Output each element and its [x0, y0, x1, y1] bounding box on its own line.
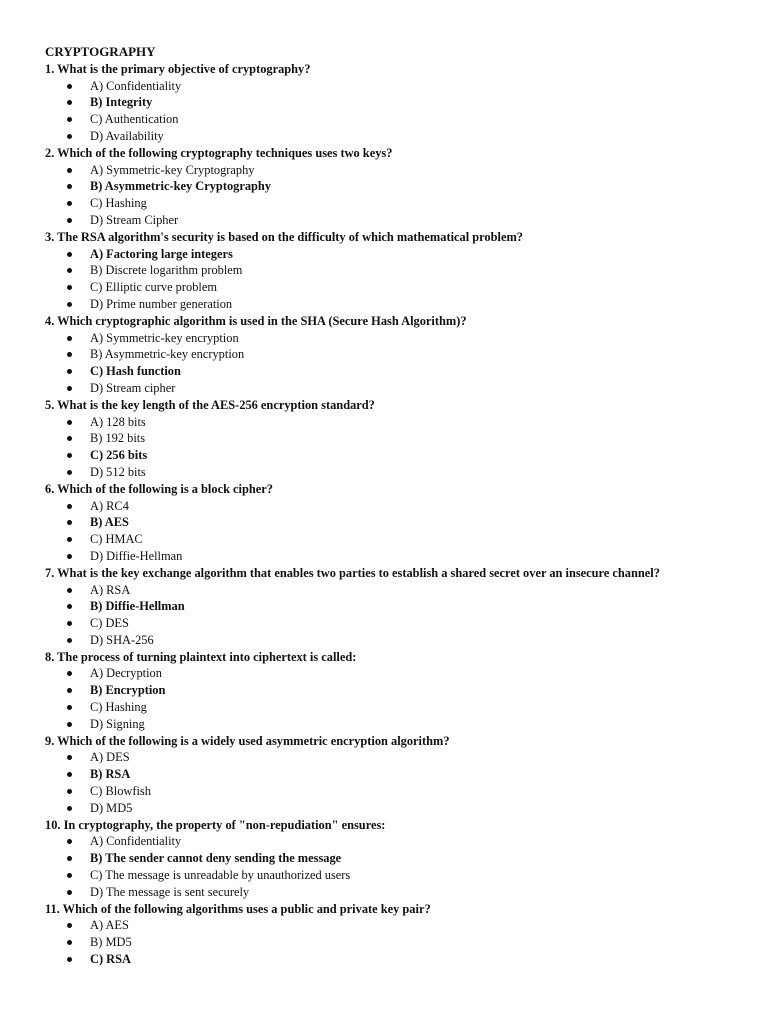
bullet-icon — [67, 520, 72, 525]
option-text: D) The message is sent securely — [90, 884, 250, 899]
bullet-icon — [67, 386, 72, 391]
question-text: 9. Which of the following is a widely used asymmetric encryption algorithm? — [45, 733, 450, 748]
option-text: B) The sender cannot deny sending the message — [90, 851, 342, 866]
option-item — [45, 346, 745, 363]
option-text: C) DES — [90, 616, 129, 631]
option-item — [45, 111, 745, 128]
option-item — [45, 716, 745, 733]
bullet-icon — [67, 923, 72, 928]
option-text: A) RC4 — [90, 498, 129, 513]
bullet-icon — [67, 856, 72, 861]
option-list — [45, 246, 745, 313]
bullet-icon — [67, 84, 72, 89]
question-block — [45, 313, 745, 397]
option-item — [45, 783, 745, 800]
bullet-icon — [67, 285, 72, 290]
option-list — [45, 749, 745, 816]
option-item — [45, 430, 745, 447]
bullet-icon — [67, 890, 72, 895]
option-text: C) 256 bits — [90, 448, 148, 463]
bullet-icon — [67, 621, 72, 626]
option-list — [45, 582, 745, 649]
option-item-correct — [45, 514, 745, 531]
document-body — [45, 44, 745, 968]
question-block — [45, 565, 745, 649]
option-item — [45, 800, 745, 817]
option-item — [45, 414, 745, 431]
bullet-icon — [67, 873, 72, 878]
bullet-icon — [67, 117, 72, 122]
option-text: A) DES — [90, 750, 130, 765]
bullet-icon — [67, 688, 72, 693]
option-item — [45, 615, 745, 632]
option-item — [45, 498, 745, 515]
question-text: 1. What is the primary objective of cryptography? — [45, 61, 311, 76]
bullet-icon — [67, 436, 72, 441]
option-item-correct — [45, 178, 745, 195]
option-text: A) Decryption — [90, 666, 162, 681]
bullet-icon — [67, 252, 72, 257]
bullet-icon — [67, 722, 72, 727]
bullet-icon — [67, 336, 72, 341]
option-text: A) RSA — [90, 582, 131, 597]
option-item — [45, 867, 745, 884]
question-text: 10. In cryptography, the property of "non-repudiation" ensures: — [45, 817, 386, 832]
option-text: C) Hashing — [90, 196, 147, 211]
document-title: CRYPTOGRAPHY — [45, 44, 156, 59]
option-item — [45, 582, 745, 599]
option-text: D) Signing — [90, 716, 145, 731]
option-text: A) AES — [90, 918, 129, 933]
bullet-icon — [67, 369, 72, 374]
option-text: A) Confidentiality — [90, 78, 182, 93]
question-text: 2. Which of the following cryptography techniques uses two keys? — [45, 145, 393, 160]
option-text: D) Stream cipher — [90, 380, 176, 395]
option-item-correct — [45, 246, 745, 263]
option-list — [45, 833, 745, 900]
option-item-correct — [45, 447, 745, 464]
option-item — [45, 195, 745, 212]
option-text: C) Blowfish — [90, 784, 151, 799]
option-text: B) Discrete logarithm problem — [90, 263, 243, 278]
question-text: 6. Which of the following is a block cipher? — [45, 481, 273, 496]
option-item — [45, 464, 745, 481]
option-text: D) SHA-256 — [90, 632, 154, 647]
option-text: D) MD5 — [90, 800, 133, 815]
bullet-icon — [67, 352, 72, 357]
question-text: 3. The RSA algorithm's security is based on the difficulty of which mathematical problem? — [45, 229, 523, 244]
option-text: B) Diffie-Hellman — [90, 599, 185, 614]
option-item — [45, 917, 745, 934]
option-item — [45, 330, 745, 347]
question-block — [45, 733, 745, 817]
bullet-icon — [67, 453, 72, 458]
option-item-correct — [45, 766, 745, 783]
option-item — [45, 699, 745, 716]
question-block — [45, 901, 745, 968]
bullet-icon — [67, 604, 72, 609]
option-item — [45, 749, 745, 766]
option-text: C) HMAC — [90, 532, 143, 547]
option-text: C) The message is unreadable by unauthorized users — [90, 868, 351, 883]
question-text: 4. Which cryptographic algorithm is used in the SHA (Secure Hash Algorithm)? — [45, 313, 467, 328]
option-text: D) Availability — [90, 128, 164, 143]
bullet-icon — [67, 772, 72, 777]
bullet-icon — [67, 168, 72, 173]
option-text: B) Asymmetric-key encryption — [90, 347, 245, 362]
question-text: 8. The process of turning plaintext into ciphertext is called: — [45, 649, 357, 664]
option-item — [45, 531, 745, 548]
option-text: A) 128 bits — [90, 414, 146, 429]
option-item-correct — [45, 363, 745, 380]
option-text: B) Asymmetric-key Cryptography — [90, 179, 272, 194]
question-block — [45, 145, 745, 229]
option-item-correct — [45, 94, 745, 111]
bullet-icon — [67, 504, 72, 509]
question-block — [45, 649, 745, 733]
option-text: D) Stream Cipher — [90, 212, 179, 227]
question-block — [45, 817, 745, 901]
bullet-icon — [67, 638, 72, 643]
option-item — [45, 128, 745, 145]
option-item — [45, 833, 745, 850]
bullet-icon — [67, 554, 72, 559]
option-list — [45, 665, 745, 732]
bullet-icon — [67, 806, 72, 811]
option-item — [45, 380, 745, 397]
option-text: A) Symmetric-key Cryptography — [90, 162, 255, 177]
question-block — [45, 397, 745, 481]
option-text: C) Elliptic curve problem — [90, 280, 217, 295]
option-list — [45, 330, 745, 397]
option-item-correct — [45, 951, 745, 968]
bullet-icon — [67, 957, 72, 962]
option-item — [45, 162, 745, 179]
bullet-icon — [67, 789, 72, 794]
bullet-icon — [67, 940, 72, 945]
option-text: B) RSA — [90, 767, 131, 782]
bullet-icon — [67, 201, 72, 206]
option-text: A) Confidentiality — [90, 834, 182, 849]
bullet-icon — [67, 302, 72, 307]
option-list — [45, 162, 745, 229]
bullet-icon — [67, 755, 72, 760]
option-item — [45, 934, 745, 951]
bullet-icon — [67, 134, 72, 139]
question-block — [45, 61, 745, 145]
option-text: B) MD5 — [90, 935, 132, 950]
bullet-icon — [67, 100, 72, 105]
option-list — [45, 498, 745, 565]
bullet-icon — [67, 268, 72, 273]
option-text: C) RSA — [90, 952, 131, 967]
question-text: 11. Which of the following algorithms uses a public and private key pair? — [45, 901, 431, 916]
option-item-correct — [45, 850, 745, 867]
option-item — [45, 279, 745, 296]
option-list — [45, 78, 745, 145]
option-item — [45, 78, 745, 95]
bullet-icon — [67, 537, 72, 542]
option-item — [45, 665, 745, 682]
option-text: D) 512 bits — [90, 464, 146, 479]
option-item-correct — [45, 682, 745, 699]
option-text: B) AES — [90, 515, 129, 530]
option-text: A) Symmetric-key encryption — [90, 330, 239, 345]
option-text: B) 192 bits — [90, 431, 146, 446]
option-text: D) Diffie-Hellman — [90, 548, 183, 563]
bullet-icon — [67, 218, 72, 223]
option-item-correct — [45, 598, 745, 615]
question-block — [45, 229, 745, 313]
bullet-icon — [67, 184, 72, 189]
bullet-icon — [67, 705, 72, 710]
option-list — [45, 917, 745, 967]
bullet-icon — [67, 839, 72, 844]
question-list — [45, 61, 745, 968]
option-item — [45, 548, 745, 565]
option-text: C) Authentication — [90, 112, 179, 127]
bullet-icon — [67, 470, 72, 475]
option-item — [45, 212, 745, 229]
option-text: A) Factoring large integers — [90, 246, 233, 261]
option-item — [45, 262, 745, 279]
option-text: C) Hash function — [90, 364, 181, 379]
option-item — [45, 884, 745, 901]
bullet-icon — [67, 588, 72, 593]
option-item — [45, 296, 745, 313]
option-text: C) Hashing — [90, 700, 147, 715]
bullet-icon — [67, 671, 72, 676]
option-text: B) Encryption — [90, 683, 166, 698]
option-text: B) Integrity — [90, 95, 153, 110]
question-block — [45, 481, 745, 565]
bullet-icon — [67, 420, 72, 425]
option-list — [45, 414, 745, 481]
question-text: 5. What is the key length of the AES-256 encryption standard? — [45, 397, 375, 412]
option-item — [45, 632, 745, 649]
question-text: 7. What is the key exchange algorithm that enables two parties to establish a shared secret over an insecure channel? — [45, 565, 660, 580]
option-text: D) Prime number generation — [90, 296, 233, 311]
